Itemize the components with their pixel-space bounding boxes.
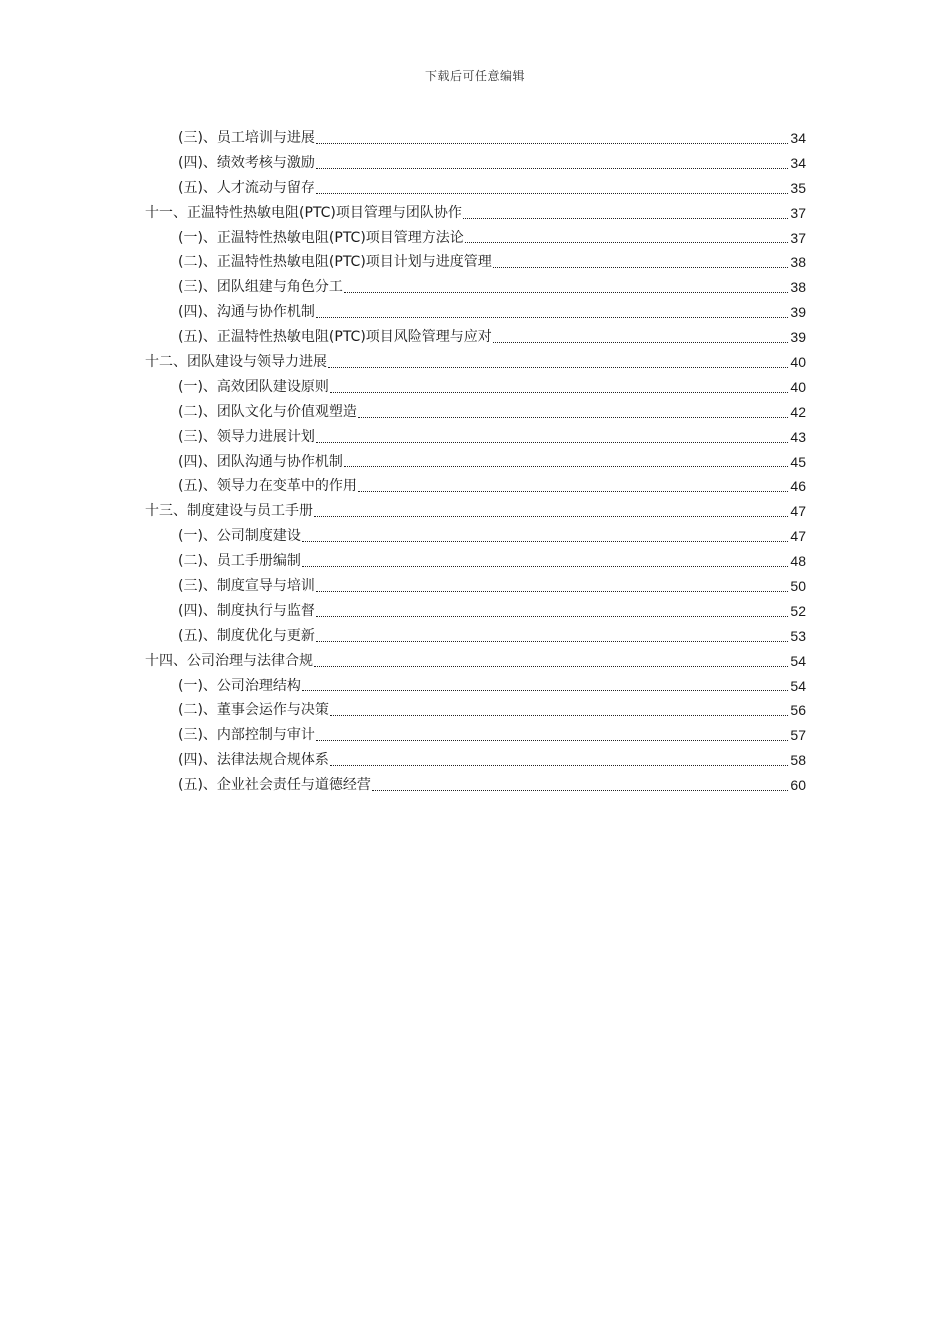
- toc-section-entry[interactable]: [178, 425, 806, 450]
- toc-page-number: 58: [790, 752, 806, 769]
- toc-chapter-entry[interactable]: [145, 350, 806, 375]
- toc-entry-label: (五)、制度优化与更新: [178, 627, 315, 644]
- toc-page-number: 37: [790, 204, 806, 221]
- toc-entry-label: (四)、法律法规合规体系: [178, 752, 329, 769]
- toc-section-entry[interactable]: [178, 748, 806, 773]
- toc-dot-leader: [465, 226, 789, 251]
- toc-page-number: 54: [790, 652, 806, 669]
- toc-entry-label: (二)、董事会运作与决策: [178, 702, 329, 719]
- toc-dot-leader: [316, 599, 788, 624]
- toc-dot-leader: [330, 748, 788, 773]
- toc-section-entry[interactable]: [178, 250, 806, 275]
- toc-dot-leader: [358, 400, 788, 425]
- table-of-contents: [0, 126, 950, 798]
- toc-page-number: 48: [790, 553, 806, 570]
- toc-page-number: 40: [790, 378, 806, 395]
- toc-chapter-entry[interactable]: [145, 201, 806, 226]
- toc-section-entry[interactable]: [178, 624, 806, 649]
- toc-dot-leader: [344, 275, 788, 300]
- toc-entry-label: (四)、沟通与协作机制: [178, 304, 315, 321]
- toc-page-number: 57: [790, 727, 806, 744]
- toc-section-entry[interactable]: [178, 300, 806, 325]
- toc-section-entry[interactable]: [178, 151, 806, 176]
- toc-page-number: 40: [790, 354, 806, 371]
- toc-dot-leader: [316, 425, 788, 450]
- toc-entry-label: (一)、公司治理结构: [178, 677, 301, 694]
- toc-entry-label: (三)、团队组建与角色分工: [178, 279, 343, 296]
- toc-section-entry[interactable]: [178, 400, 806, 425]
- toc-entry-label: (三)、内部控制与审计: [178, 727, 315, 744]
- toc-section-entry[interactable]: [178, 275, 806, 300]
- toc-section-entry[interactable]: [178, 524, 806, 549]
- toc-section-entry[interactable]: [178, 773, 806, 798]
- toc-dot-leader: [316, 126, 788, 151]
- toc-page-number: 45: [790, 453, 806, 470]
- toc-page-number: 52: [790, 602, 806, 619]
- toc-dot-leader: [316, 151, 788, 176]
- toc-entry-label: 十二、团队建设与领导力进展: [145, 354, 327, 371]
- toc-page-number: 37: [790, 229, 806, 246]
- toc-page-number: 34: [790, 154, 806, 171]
- toc-section-entry[interactable]: [178, 723, 806, 748]
- toc-page-number: 60: [790, 777, 806, 794]
- toc-chapter-entry[interactable]: [145, 499, 806, 524]
- toc-dot-leader: [302, 674, 788, 699]
- toc-page-number: 47: [790, 503, 806, 520]
- toc-dot-leader: [314, 499, 788, 524]
- toc-dot-leader: [316, 176, 788, 201]
- toc-dot-leader: [344, 450, 788, 475]
- toc-page-number: 46: [790, 478, 806, 495]
- toc-dot-leader: [316, 574, 788, 599]
- toc-entry-label: (三)、制度宣导与培训: [178, 578, 315, 595]
- toc-section-entry[interactable]: [178, 674, 806, 699]
- toc-page-number: 43: [790, 428, 806, 445]
- toc-section-entry[interactable]: [178, 474, 806, 499]
- toc-entry-label: (一)、正温特性热敏电阻(PTC)项目管理方法论: [178, 229, 464, 246]
- toc-page-number: 35: [790, 179, 806, 196]
- toc-dot-leader: [316, 300, 788, 325]
- toc-entry-label: (一)、公司制度建设: [178, 528, 301, 545]
- toc-dot-leader: [330, 375, 788, 400]
- toc-entry-label: (一)、高效团队建设原则: [178, 378, 329, 395]
- toc-page-number: 39: [790, 329, 806, 346]
- toc-dot-leader: [302, 549, 788, 574]
- toc-page-number: 42: [790, 403, 806, 420]
- toc-section-entry[interactable]: [178, 549, 806, 574]
- toc-dot-leader: [372, 773, 788, 798]
- toc-page-number: 54: [790, 677, 806, 694]
- toc-entry-label: (四)、制度执行与监督: [178, 602, 315, 619]
- toc-entry-label: (四)、绩效考核与激励: [178, 154, 315, 171]
- toc-entry-label: (四)、团队沟通与协作机制: [178, 453, 343, 470]
- toc-page-number: 39: [790, 304, 806, 321]
- toc-dot-leader: [463, 201, 789, 226]
- toc-section-entry[interactable]: [178, 126, 806, 151]
- toc-entry-label: 十三、制度建设与员工手册: [145, 503, 313, 520]
- toc-dot-leader: [328, 350, 788, 375]
- toc-page-number: 38: [790, 279, 806, 296]
- toc-page-number: 38: [790, 254, 806, 271]
- toc-page-number: 53: [790, 627, 806, 644]
- toc-entry-label: (五)、企业社会责任与道德经营: [178, 777, 371, 794]
- toc-page-number: 47: [790, 528, 806, 545]
- toc-section-entry[interactable]: [178, 698, 806, 723]
- toc-dot-leader: [358, 474, 788, 499]
- toc-entry-label: 十四、公司治理与法律合规: [145, 652, 313, 669]
- toc-section-entry[interactable]: [178, 226, 806, 251]
- toc-section-entry[interactable]: [178, 176, 806, 201]
- toc-dot-leader: [493, 325, 789, 350]
- page-header: 下载后可任意编辑: [424, 69, 525, 83]
- toc-dot-leader: [493, 250, 789, 275]
- toc-entry-label: (三)、员工培训与进展: [178, 130, 315, 146]
- toc-entry-label: (五)、领导力在变革中的作用: [178, 478, 357, 495]
- toc-entry-label: 十一、正温特性热敏电阻(PTC)项目管理与团队协作: [145, 204, 462, 221]
- toc-dot-leader: [316, 624, 788, 649]
- toc-section-entry[interactable]: [178, 599, 806, 624]
- toc-chapter-entry[interactable]: [145, 649, 806, 674]
- toc-dot-leader: [302, 524, 788, 549]
- toc-entry-label: (五)、人才流动与留存: [178, 179, 315, 196]
- toc-dot-leader: [330, 698, 788, 723]
- toc-entry-label: (二)、团队文化与价值观塑造: [178, 403, 357, 420]
- toc-entry-label: (二)、员工手册编制: [178, 553, 301, 570]
- toc-section-entry[interactable]: [178, 574, 806, 599]
- toc-entry-label: (二)、正温特性热敏电阻(PTC)项目计划与进度管理: [178, 254, 492, 271]
- toc-dot-leader: [314, 649, 788, 674]
- toc-entry-label: (五)、正温特性热敏电阻(PTC)项目风险管理与应对: [178, 329, 492, 346]
- toc-page-number: 34: [790, 130, 806, 146]
- toc-dot-leader: [316, 723, 788, 748]
- toc-entry-label: (三)、领导力进展计划: [178, 428, 315, 445]
- toc-section-entry[interactable]: [178, 325, 806, 350]
- toc-page-number: 56: [790, 702, 806, 719]
- toc-page-number: 50: [790, 578, 806, 595]
- toc-section-entry[interactable]: [178, 375, 806, 400]
- toc-section-entry[interactable]: [178, 450, 806, 475]
